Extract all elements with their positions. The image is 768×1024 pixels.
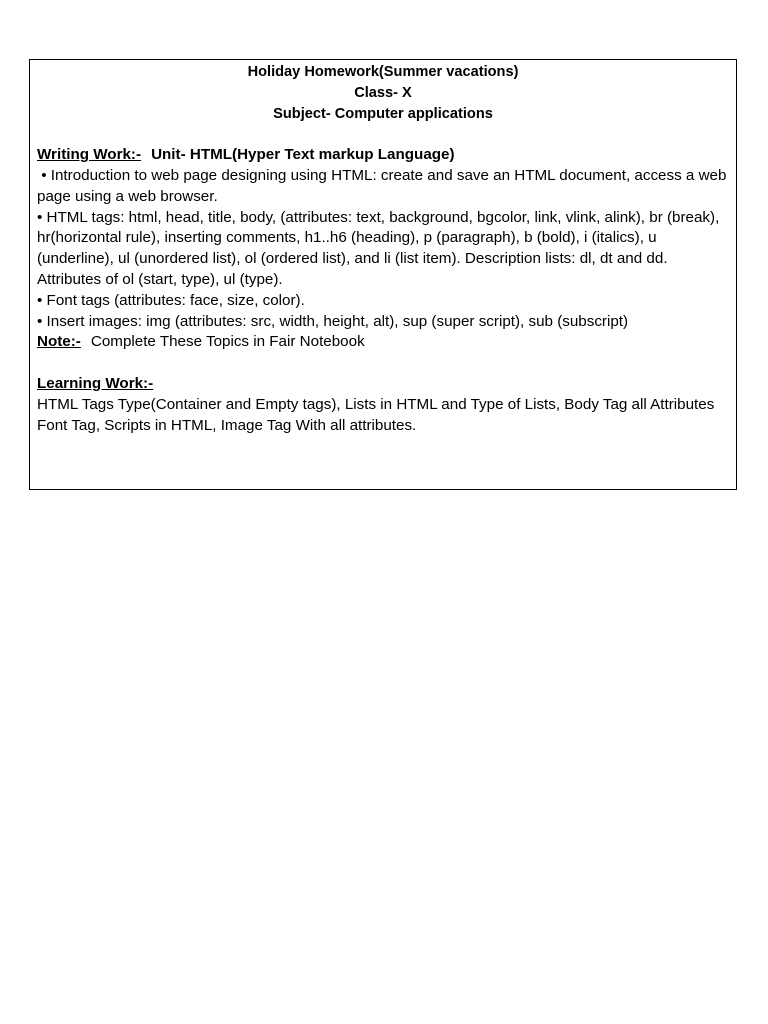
note-line: [37, 332, 729, 353]
writing-work-label: Writing Work:-: [37, 146, 142, 164]
bullet-html-tags: • HTML tags: html, head, title, body, (attributes: text, background, bgcolor, link, vlink, alink), br (break), hr(horizontal rule), inserting comments, h1..h6 (heading), p (paragraph), b (bold), i (italics), u (underline), ul (unordered list), ol (ordered list), and li (list item). Description lists: dl, dt and dd. Attributes of ol (start, type), ul (type).: [37, 208, 720, 288]
bullet-insert-images: • Insert images: img (attributes: src, width, height, alt), sup (super script), sub (subscript): [37, 312, 629, 330]
spacer: [37, 353, 729, 374]
note-text: Complete These Topics in Fair Notebook: [90, 333, 365, 351]
class-line: Class- X: [354, 84, 412, 101]
learning-work-text: HTML Tags Type(Container and Empty tags), Lists in HTML and Type of Lists, Body Tag all Attributes Font Tag, Scripts in HTML, Image Tag With all attributes.: [37, 395, 715, 434]
unit-title: Unit- HTML(Hyper Text markup Language): [151, 146, 455, 164]
writing-work-heading: [37, 145, 729, 166]
subject-line: Subject- Computer applications: [273, 105, 493, 122]
learning-work-heading: [37, 374, 729, 395]
note-label: Note:-: [37, 333, 81, 351]
learning-work-label: Learning Work:-: [37, 374, 154, 392]
bullet-introduction: • Introduction to web page designing using HTML: create and save an HTML document, access a web page using a web browser.: [37, 166, 731, 205]
homework-box: [29, 59, 737, 490]
bullet-font-tags: • Font tags (attributes: face, size, color).: [37, 291, 305, 309]
spacer: [37, 124, 729, 145]
document-title: Holiday Homework(Summer vacations): [247, 64, 519, 80]
